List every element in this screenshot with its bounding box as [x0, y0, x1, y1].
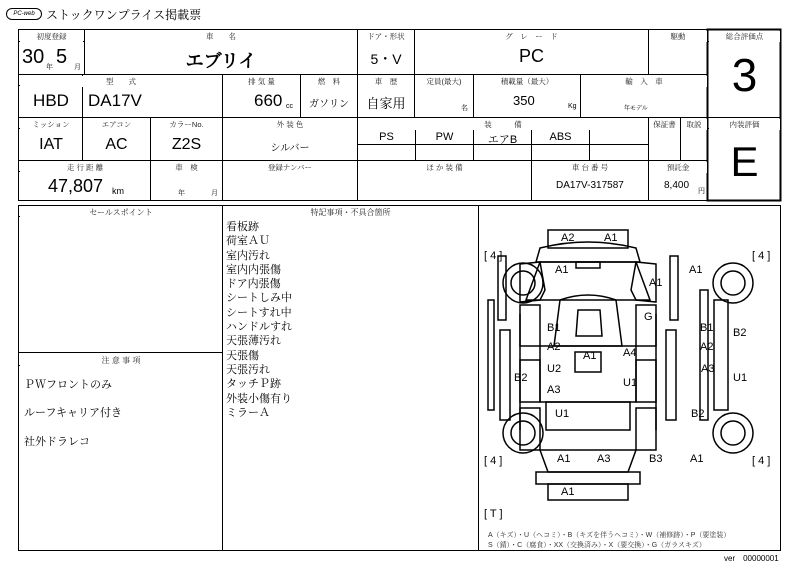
damage-mark: B2 — [691, 408, 705, 420]
logo: PC-web — [6, 8, 42, 20]
sales-point-label: セールスポイント — [20, 207, 222, 218]
note-item: 看板跡 — [226, 221, 259, 233]
displacement-value: 660 — [254, 91, 283, 110]
mileage-unit: km — [112, 186, 124, 196]
deposit-unit: 円 — [698, 188, 705, 195]
load-unit: Kg — [568, 103, 577, 110]
interior-score-value: E — [730, 138, 759, 185]
model-prefix-value: HBD — [33, 91, 69, 110]
reg-number-label: 登録ナンバー — [223, 162, 357, 173]
deposit-value: 8,400 — [664, 180, 690, 191]
inspection-month-unit: 月 — [211, 190, 218, 197]
deposit-label: 預託金 — [649, 162, 707, 173]
door-shape-label: ドア・形状 — [358, 31, 414, 42]
note-item: ハンドルすれ — [226, 321, 292, 334]
damage-mark: A1 — [561, 486, 575, 498]
damage-mark: B1 — [700, 322, 714, 334]
tire-rear-left-score: [ 4 ] — [484, 455, 503, 467]
other-equipment-label: ほ か 装 備 — [358, 162, 531, 173]
note-item: 室内内張傷 — [226, 263, 281, 276]
manual-label: 取説 — [681, 119, 707, 130]
page-title: ストックワンプライス掲載票 — [46, 8, 202, 22]
damage-mark: A2 — [547, 341, 561, 353]
note-item: シートすれ中 — [226, 306, 292, 319]
tire-front-right-score: [ 4 ] — [752, 250, 771, 262]
damage-mark: A1 — [557, 453, 571, 465]
caution-item: 社外ドラレコ — [24, 436, 90, 448]
damage-mark: A3 — [701, 363, 715, 375]
warranty-label: 保証書 — [649, 119, 680, 130]
year-unit: 年 — [46, 64, 53, 71]
damage-mark: U1 — [733, 372, 748, 384]
note-item: シートしみ中 — [226, 292, 292, 305]
tire-rear-right-score: [ 4 ] — [752, 455, 771, 467]
damage-mark: A2 — [561, 232, 575, 244]
version-label: ver 00000001 — [724, 554, 779, 563]
equipment-label: 装 備 — [358, 119, 648, 130]
grade-value: PC — [518, 46, 544, 66]
color-no-label: カラーNo. — [151, 119, 222, 130]
note-item: タッチＰ跡 — [226, 378, 281, 391]
damage-mark: A2 — [700, 341, 714, 353]
note-item: 天張傷 — [226, 349, 259, 362]
mileage-value: 47,807 — [48, 176, 104, 196]
notes-defects-label: 特記事項・不具合箇所 — [223, 207, 478, 218]
legend-line: A（キズ）・U（ヘコミ）・B（キズを伴うヘコミ）・W（補修跡）・P（要塗装） — [488, 532, 731, 539]
fuel-label: 燃 料 — [301, 76, 357, 87]
note-item: 天張薄汚れ — [226, 335, 281, 348]
damage-mark: G — [644, 311, 653, 323]
model-value: DA17V — [88, 91, 142, 110]
capacity-label: 定員(最大) — [415, 76, 473, 87]
damage-mark: A3 — [547, 384, 561, 396]
car-name-label: 車 名 — [85, 31, 357, 42]
note-item: 外装小傷有り — [226, 392, 292, 405]
drive-label: 駆動 — [649, 31, 707, 42]
damage-mark: U2 — [547, 363, 562, 375]
damage-mark: B2 — [514, 372, 528, 384]
history-label: 車 歴 — [358, 76, 414, 87]
note-item: ドア内張傷 — [226, 278, 281, 291]
history-value: 自家用 — [366, 96, 406, 111]
interior-score-label: 内装評価 — [709, 119, 780, 130]
overall-score-label: 総合評価点 — [709, 31, 780, 42]
fuel-value: ガソリン — [309, 99, 349, 110]
note-item: 室内汚れ — [226, 249, 270, 262]
note-item: 天張汚れ — [226, 363, 270, 376]
equipment-abs: ABS — [549, 131, 572, 143]
first-reg-label: 初度登録 — [20, 31, 83, 42]
caution-item: ルーフキャリア付き — [24, 407, 123, 419]
import-unit: 年モデル — [624, 106, 648, 112]
import-label: 輸 入 車 — [581, 76, 707, 87]
model-label: 型 式 — [20, 76, 222, 87]
notes-list — [226, 220, 292, 420]
car-name-value: エブリイ — [185, 51, 257, 71]
damage-mark: A4 — [623, 347, 637, 359]
door-shape-value: 5・V — [370, 51, 402, 67]
damage-mark: A1 — [555, 264, 569, 276]
first-reg-year: 30 — [22, 46, 45, 68]
equipment-pw: PW — [435, 131, 454, 143]
damage-mark: A1 — [690, 453, 704, 465]
damage-mark: A1 — [604, 232, 618, 244]
grade-label: グ レ ー ド — [415, 31, 648, 42]
equipment-airbag: エアB — [487, 134, 518, 146]
damage-mark: U1 — [623, 377, 638, 389]
inspection-label: 車 検 — [151, 162, 222, 173]
damage-mark: B1 — [547, 322, 561, 334]
legend-line: S（錆）・C（腐食）・XX（交換済み）・X（要交換）・G（ガラスキズ） — [488, 542, 706, 549]
overall-score-value: 3 — [731, 49, 758, 101]
displacement-unit: cc — [286, 103, 293, 110]
equipment-ps: PS — [379, 131, 394, 143]
aircon-label: エアコン — [83, 119, 150, 130]
exterior-color-value: シルバー — [270, 143, 310, 154]
chassis-no-value: DA17V-317587 — [556, 180, 624, 191]
damage-mark: B2 — [733, 327, 747, 339]
displacement-label: 排 気 量 — [223, 76, 300, 87]
mission-value: IAT — [39, 136, 63, 153]
damage-mark: U1 — [555, 408, 570, 420]
exterior-color-label: 外 装 色 — [223, 119, 357, 130]
first-reg-month: 5 — [56, 46, 68, 68]
mileage-label: 走 行 距 離 — [20, 162, 150, 173]
damage-mark: A3 — [597, 453, 611, 465]
caution-item: ＰＷフロントのみ — [24, 379, 112, 391]
damage-mark: A1 — [583, 350, 597, 362]
inspection-year-unit: 年 — [178, 190, 185, 197]
color-no-value: Z2S — [171, 136, 202, 153]
note-item: 荷室ＡＵ — [226, 235, 270, 248]
damage-mark: A1 — [649, 277, 663, 289]
damage-mark: A1 — [689, 264, 703, 276]
month-unit: 月 — [74, 64, 81, 71]
damage-mark: B3 — [649, 453, 663, 465]
load-value: 350 — [513, 93, 535, 108]
caution-label: 注 意 事 項 — [20, 355, 222, 366]
chassis-no-label: 車 台 番 号 — [532, 162, 648, 173]
load-label: 積載量（最大） — [474, 76, 580, 87]
aircon-value: AC — [105, 136, 128, 153]
tire-front-left-score: [ 4 ] — [484, 250, 503, 262]
mission-label: ミッション — [20, 119, 82, 130]
note-item: ミラーＡ — [226, 406, 270, 419]
trunk-label: [ T ] — [484, 508, 503, 520]
capacity-unit: 名 — [461, 105, 468, 112]
